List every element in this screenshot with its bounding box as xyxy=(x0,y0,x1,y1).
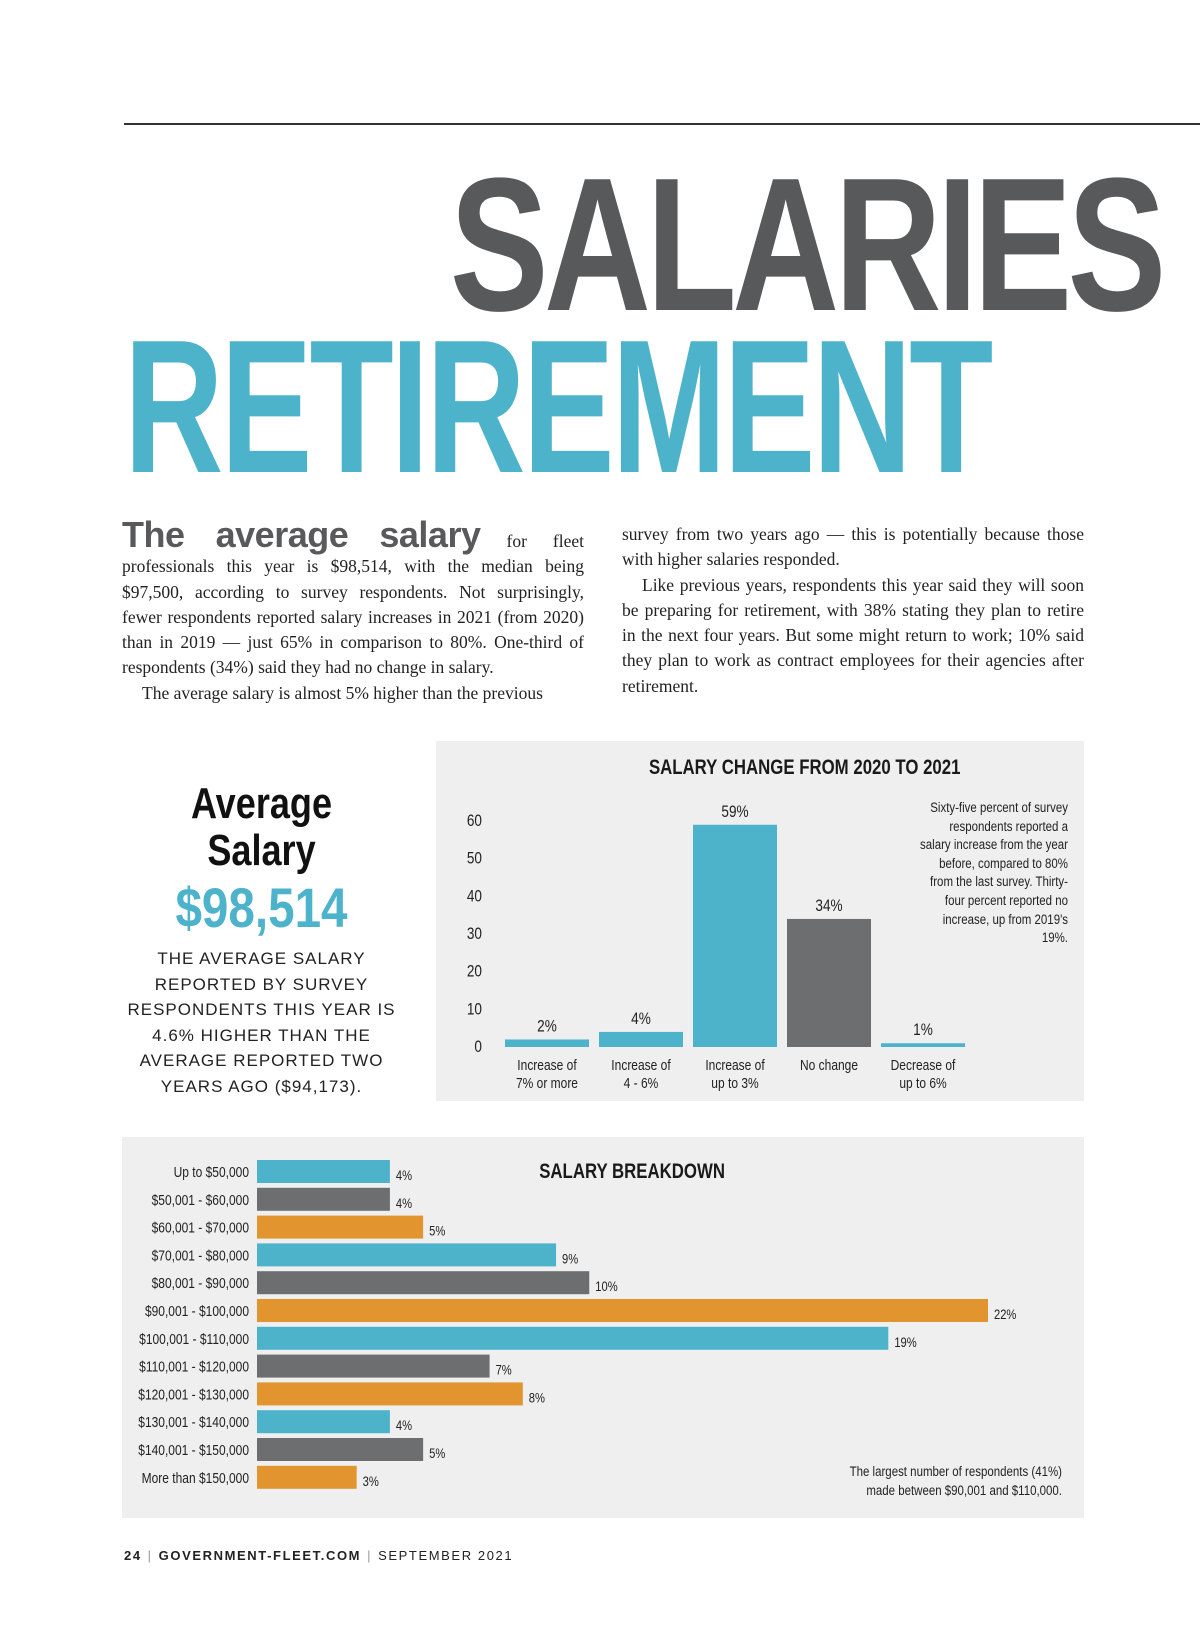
average-salary-title-2: Salary xyxy=(207,826,316,875)
data-label: 9% xyxy=(562,1251,579,1267)
x-tick-label: up to 3% xyxy=(711,1074,759,1092)
bar xyxy=(257,1299,988,1322)
x-tick-label: Decrease of xyxy=(890,1056,956,1074)
x-tick-label: Increase of xyxy=(517,1056,577,1074)
y-tick-label: 30 xyxy=(466,924,482,944)
top-rule xyxy=(124,123,1200,125)
bar xyxy=(881,1043,965,1047)
bar xyxy=(505,1039,589,1047)
bar xyxy=(257,1327,888,1350)
average-salary-box xyxy=(124,780,399,1099)
bar xyxy=(787,919,871,1047)
data-label: 4% xyxy=(395,1195,413,1212)
y-tick-label: $100,001 - $110,000 xyxy=(139,1330,249,1348)
data-label: 7% xyxy=(495,1362,512,1378)
article-right-p2: Like previous years, respondents this year said they will soon be preparing for retirement, with 38% stating they plan to retire in the next four years. But some might return to work; 10% said they plan to work as contract employees for their agencies after retirement. xyxy=(622,574,1084,696)
article-right-p1: survey from two years ago — this is potentially because those with higher salaries responded. xyxy=(622,524,1084,570)
bar xyxy=(257,1466,357,1489)
y-tick-label: 20 xyxy=(466,962,482,982)
salary-change-note: Sixty-five percent of survey respondents reported a salary increase from the year before, compared to 80% from the last survey. Thirty-four percent reported no increase, up from 2019's 19%. xyxy=(920,800,1068,946)
y-tick-label: 10 xyxy=(466,999,482,1019)
bar xyxy=(257,1243,556,1266)
bar xyxy=(693,825,777,1047)
average-salary-description: THE AVERAGE SALARY REPORTED BY SURVEY RESPONDENTS THIS YEAR IS 4.6% HIGHER THAN THE AVERAGE REPORTED TWO YEARS AGO ($94,173). xyxy=(127,949,396,1096)
article-lead: The average salary xyxy=(122,514,481,555)
y-tick-label: Up to $50,000 xyxy=(173,1163,249,1181)
bar xyxy=(257,1355,490,1378)
data-label: 4% xyxy=(395,1167,413,1184)
title-retirement: RETIREMENT xyxy=(124,301,991,513)
y-tick-label: More than $150,000 xyxy=(141,1469,249,1487)
y-tick-label: 0 xyxy=(474,1037,482,1057)
footer-date: SEPTEMBER 2021 xyxy=(378,1548,514,1563)
data-label: 34% xyxy=(815,896,843,916)
article-left-p2: The average salary is almost 5% higher than the previous xyxy=(142,682,543,703)
bar xyxy=(257,1438,423,1461)
x-tick-label: Increase of xyxy=(705,1056,765,1074)
y-tick-label: $60,001 - $70,000 xyxy=(151,1219,249,1236)
page-footer: 24 | GOVERNMENT-FLEET.COM | SEPTEMBER 2021 xyxy=(124,1548,514,1563)
data-label: 22% xyxy=(994,1306,1017,1323)
footer-page-number: 24 xyxy=(124,1548,142,1563)
x-tick-label: No change xyxy=(799,1056,859,1074)
y-tick-label: $130,001 - $140,000 xyxy=(138,1413,249,1431)
x-tick-label: Increase of xyxy=(611,1056,671,1074)
article-left-column xyxy=(122,514,584,706)
bar xyxy=(257,1271,589,1294)
footer-site: GOVERNMENT-FLEET.COM xyxy=(158,1548,362,1563)
bar xyxy=(257,1382,523,1405)
data-label: 19% xyxy=(894,1334,917,1351)
bar xyxy=(257,1160,390,1183)
salary-change-title: SALARY CHANGE FROM 2020 TO 2021 xyxy=(648,756,961,779)
data-label: 8% xyxy=(528,1390,545,1406)
title-salaries: SALARIES xyxy=(450,139,1162,351)
y-tick-label: 40 xyxy=(466,886,482,906)
data-label: 4% xyxy=(395,1418,413,1434)
article-left-p1: for fleet professionals this year is $98,514, with the median being $97,500, according to survey respondents. Not surprisingly, fewer respondents reported salary increases in 2021 (from 2020) than in 2019 — just 65% in comparison to 80%. One-third of respondents (34%) said they had no change in salary. xyxy=(122,531,584,678)
y-tick-label: $90,001 - $100,000 xyxy=(144,1302,249,1320)
y-tick-label: $80,001 - $90,000 xyxy=(151,1274,249,1292)
data-label: 1% xyxy=(913,1020,933,1040)
data-label: 4% xyxy=(631,1009,651,1029)
y-tick-label: 50 xyxy=(466,849,482,869)
data-label: 5% xyxy=(429,1445,446,1462)
x-tick-label: up to 6% xyxy=(899,1074,947,1092)
salary-breakdown-chart xyxy=(122,1137,1084,1518)
bar xyxy=(257,1410,390,1433)
x-tick-label: 7% or more xyxy=(515,1074,579,1092)
salary-breakdown-note: The largest number of respondents (41%) made between $90,001 and $110,000. xyxy=(849,1464,1062,1498)
bar xyxy=(257,1188,390,1211)
bar xyxy=(257,1216,423,1239)
average-salary-title-1: Average xyxy=(190,779,333,828)
data-label: 2% xyxy=(537,1017,557,1036)
y-tick-label: 60 xyxy=(466,811,482,831)
y-tick-label: $140,001 - $150,000 xyxy=(138,1441,249,1459)
average-salary-value: $98,514 xyxy=(175,876,348,939)
salary-breakdown-title: SALARY BREAKDOWN xyxy=(539,1160,725,1183)
data-label: 10% xyxy=(595,1279,618,1295)
data-label: 3% xyxy=(362,1473,379,1490)
y-tick-label: $70,001 - $80,000 xyxy=(151,1247,249,1264)
y-tick-label: $50,001 - $60,000 xyxy=(151,1191,249,1209)
data-label: 59% xyxy=(721,802,749,822)
article-right-column xyxy=(622,522,1084,699)
x-tick-label: 4 - 6% xyxy=(623,1074,659,1092)
bar xyxy=(599,1032,683,1047)
y-tick-label: $120,001 - $130,000 xyxy=(138,1386,249,1403)
y-tick-label: $110,001 - $120,000 xyxy=(139,1358,249,1375)
data-label: 5% xyxy=(429,1223,446,1239)
